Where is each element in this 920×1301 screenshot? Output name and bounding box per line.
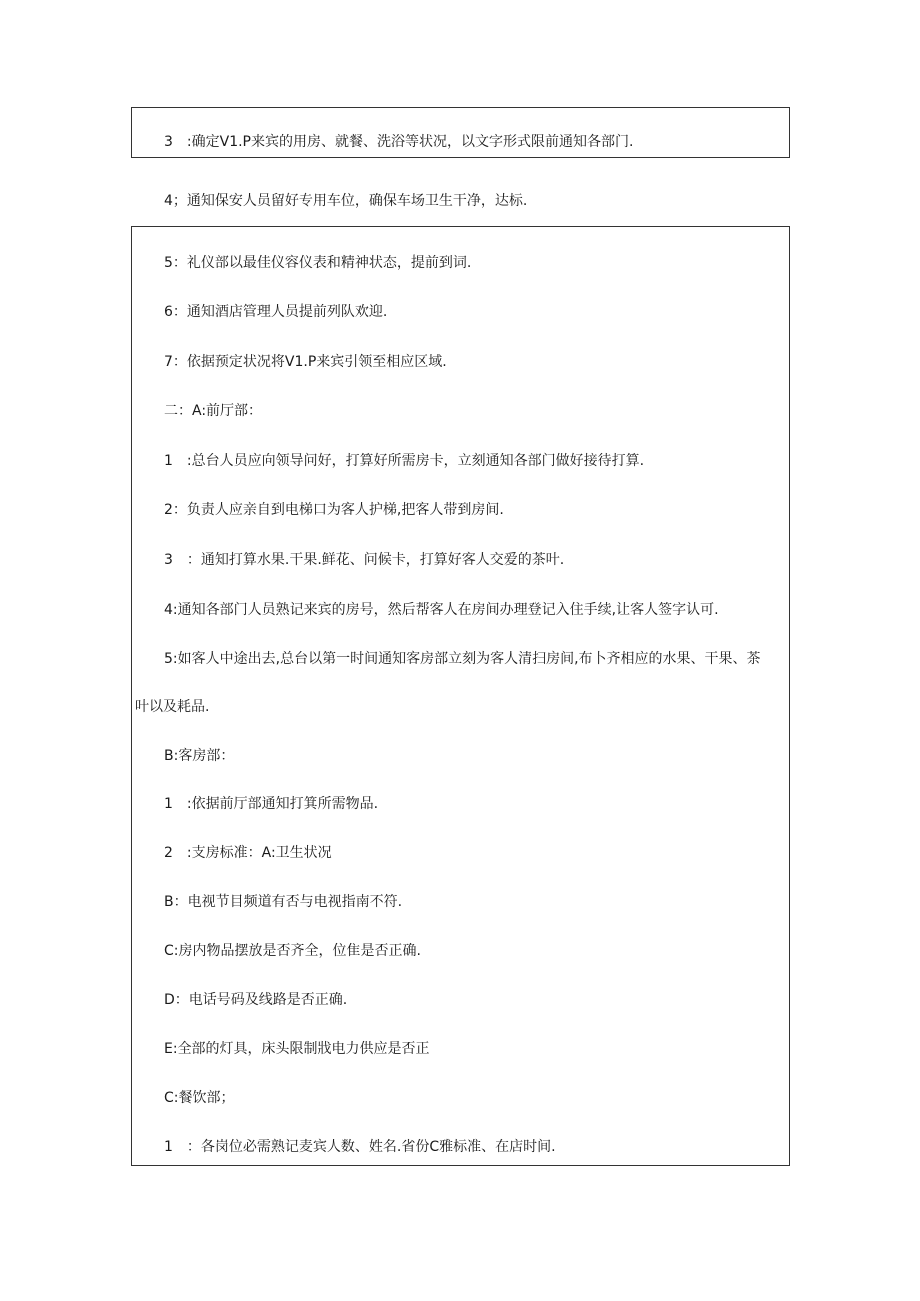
paragraph-line: E:全部的灯具，床头限制戕电力供应是否正: [164, 1041, 430, 1057]
paragraph-line: 4；通知保安人员留好专用车位，确保车场卫生干净，达标.: [164, 193, 528, 209]
paragraph-line: 7：依据预定状况将V1.P来宾引领至相应区域.: [164, 354, 447, 370]
paragraph-line: 5:如客人中途出去,总台以第一时间通知客房部立刻为客人清扫房间,布卜齐相应的水果、干果、茶: [164, 651, 761, 667]
paragraph-line: B：电视节目频道有否与电视指南不符.: [164, 894, 403, 910]
paragraph-line: 3 ：通知打算水果.干果.鲜花、问候卡，打算好客人交爱的茶叶.: [164, 552, 565, 568]
paragraph-line: 2 :支房标准：A:卫生状况: [164, 845, 332, 861]
section-heading: 二：A:前厅部：: [164, 403, 263, 419]
paragraph-line: 6：通知酒店管理人员提前列队欢迎.: [164, 304, 388, 320]
paragraph-line: 5：礼仪部以最佳仪容仪表和精神状态，提前到词.: [164, 255, 472, 271]
section-heading: B:客房部：: [164, 748, 235, 764]
paragraph-line: 2：负责人应亲自到电梯口为客人护梯,把客人带到房间.: [164, 502, 504, 518]
paragraph-line: 4:通知各部门人员熟记来宾的房号，然后帮客人在房间办理登记入住手续,让客人签字认可.: [164, 602, 719, 618]
paragraph-line-continued: 叶以及耗品.: [135, 699, 210, 715]
section-heading: C:餐饮部；: [164, 1090, 235, 1106]
paragraph-line: 1 :总台人员应向领导问好，打算好所需房卡，立刻通知各部门做好接待打算.: [164, 453, 645, 469]
paragraph-line: 1 :依据前厅部通知打箕所需物品.: [164, 796, 379, 812]
paragraph-line: C:房内物品摆放是否齐全，位隹是否正确.: [164, 943, 421, 959]
paragraph-line: D：电话号码及线路是否正确.: [164, 992, 348, 1008]
paragraph-line: 1 ：各岗位必需熟记麦宾人数、姓名.省份C雅标准、在店时间.: [164, 1139, 556, 1155]
paragraph-line: 3 :确定V1.P来宾的用房、就餐、洗浴等状况，以文字形式限前通知各部门.: [164, 134, 634, 150]
